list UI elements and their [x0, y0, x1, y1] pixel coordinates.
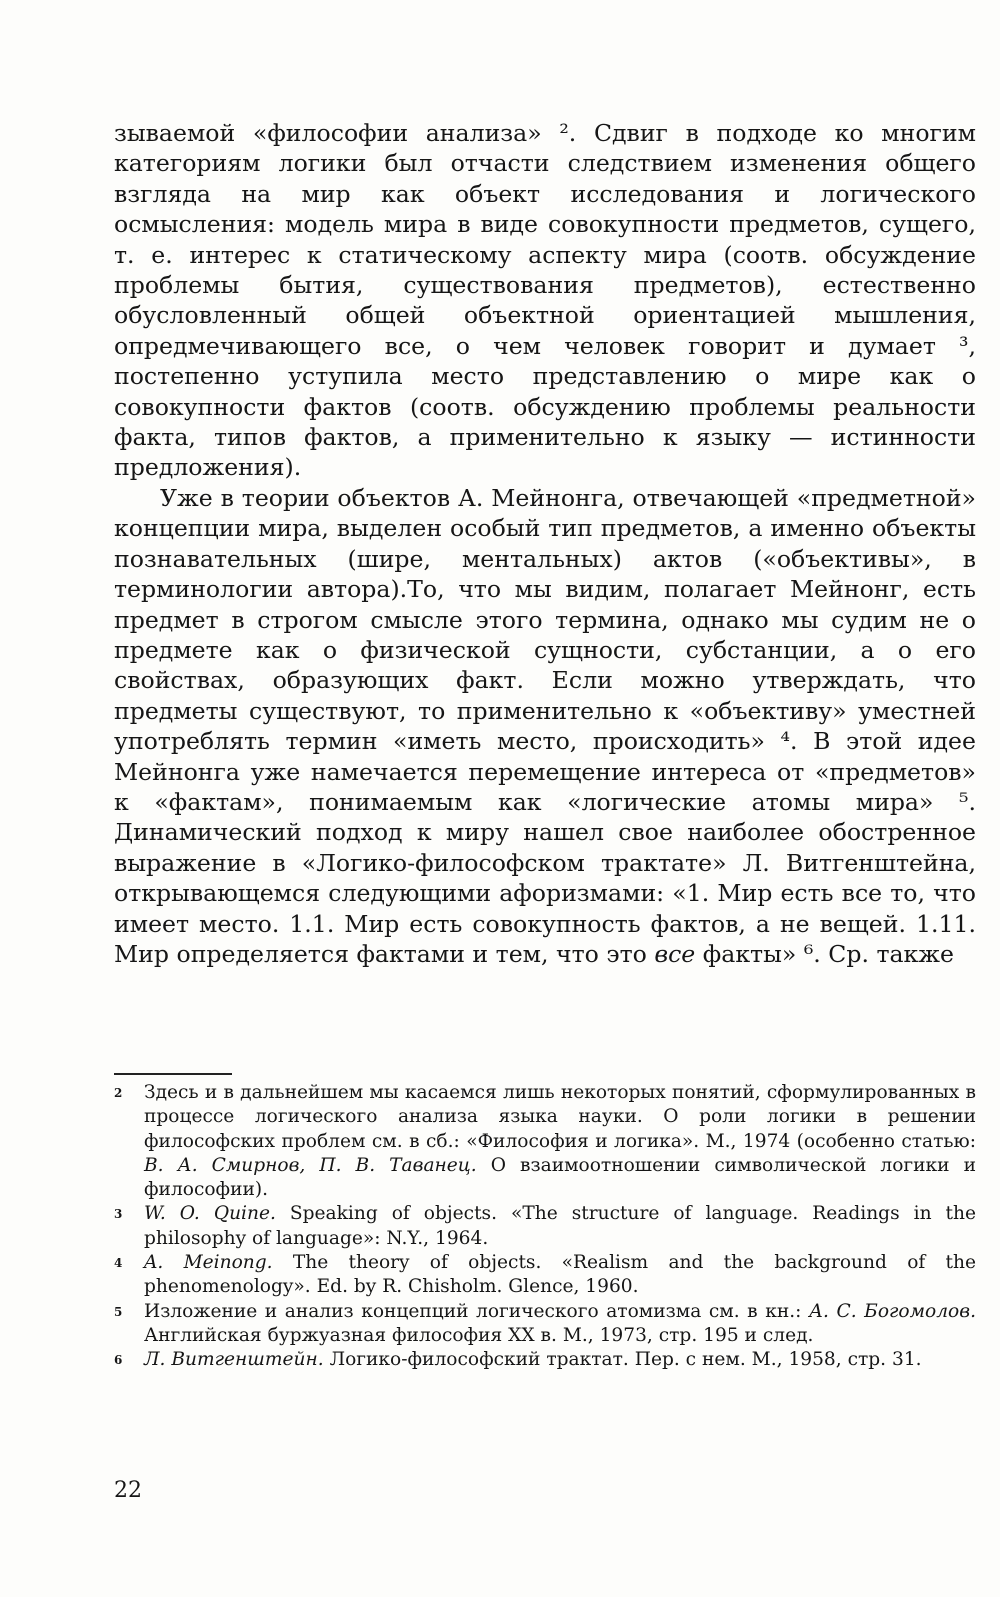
footnote-4 — [114, 1251, 976, 1300]
footnote-3 — [114, 1202, 976, 1251]
footnote-2 — [114, 1081, 976, 1202]
footnote-5 — [114, 1300, 976, 1349]
footnote-number: 3 — [114, 1207, 123, 1222]
footnote-text: Speaking of objects. «The structure of language. Readings in the philosophy of language»: N.Y., 1964. — [144, 1203, 976, 1249]
footnote-author: Л. Витгенштейн. — [144, 1349, 324, 1371]
footnote-text: Здесь и в дальнейшем мы касаемся лишь некоторых понятий, сформулированных в процессе логического анализа языка науки. О роли логики в решении философских проблем см. в сб.: «Философия и логика». М., 1974 (особенно статью: — [144, 1082, 976, 1152]
footnotes — [114, 1081, 976, 1373]
footnote-6 — [114, 1348, 976, 1372]
footnote-text: Изложение и анализ концепций логического атомизма см. в кн.: — [144, 1300, 802, 1322]
page-number: 22 — [114, 1478, 142, 1503]
footnote-number: 5 — [114, 1304, 123, 1319]
footnote-text: The theory of objects. «Realism and the background of the phenomenology». Ed. by R. Chisholm. Glence, 1960. — [144, 1252, 976, 1298]
main-text — [114, 118, 976, 969]
footnote-text: Логико-философский трактат. Пер. с нем. М., 1958, стр. 31. — [329, 1349, 922, 1371]
paragraph-2 — [114, 483, 976, 970]
paragraph-1: зываемой «философии анализа» ². Сдвиг в подходе ко многим категориям логики был отчасти следствием изменения общего взгляда на мир как объект исследования и логического осмысления: модель мира в виде совокупности предметов, сущего, т. е. интерес к статическому аспекту мира (соотв. обсуждение проблемы бытия, существования предметов), естественно обусловленный общей объектной ориентацией мышления, опредмечивающего все, о чем человек говорит и думает ³, постепенно уступила место представлению о мире как о совокупности фактов (соотв. обсуждению проблемы реальности факта, типов фактов, а применительно к языку — истинности предложения). — [114, 119, 976, 482]
paragraph-2-emphasis: все — [654, 939, 696, 968]
paragraph-2-text-a: Уже в теории объектов А. Мейнонга, отвечающей «предметной» концепции мира, выделен особый тип предметов, а именно объекты познавательных (шире, ментальных) актов («объективы», в терминологии автора).То, что мы видим, полагает Мейнонг, есть предмет в строгом смысле этого термина, однако мы судим не о предмете как о физической сущности, субстанции, а о его свойствах, образующих факт. Если можно утверждать, что предметы существуют, то применительно к «объективу» уместней употреблять термин «иметь место, происходить» ⁴. В этой идее Мейнонга уже намечается перемещение интереса от «предметов» к «фактам», понимаемым как «логические атомы мира» ⁵. Динамический подход к миру нашел свое наиболее обостренное выражение в «Логико-философском трактате» Л. Витгенштейна, открывающемся следующими афоризмами: «1. Мир есть все то, что имеет место. 1.1. Мир есть совокупность фактов, а не вещей. 1.11. Мир определяется фактами и тем, что это — [114, 483, 976, 968]
footnote-number: 6 — [114, 1353, 123, 1368]
footnote-divider — [114, 1073, 232, 1075]
footnote-author: А. С. Богомолов. — [808, 1300, 976, 1322]
footnote-author: W. O. Quine. — [144, 1203, 276, 1225]
footnote-number: 2 — [114, 1086, 123, 1100]
footnote-author: A. Meinong. — [144, 1252, 273, 1274]
footnote-number: 4 — [114, 1256, 123, 1271]
footnote-author: В. А. Смирнов, П. В. Таванец. — [144, 1154, 477, 1176]
footnote-text: Английская буржуазная философия XX в. М., 1973, стр. 195 и след. — [144, 1324, 814, 1346]
footnote-text: О взаимоотношении символической логики и философии). — [144, 1154, 976, 1201]
paragraph-2-text-b: факты» ⁶. Ср. также — [702, 939, 954, 968]
